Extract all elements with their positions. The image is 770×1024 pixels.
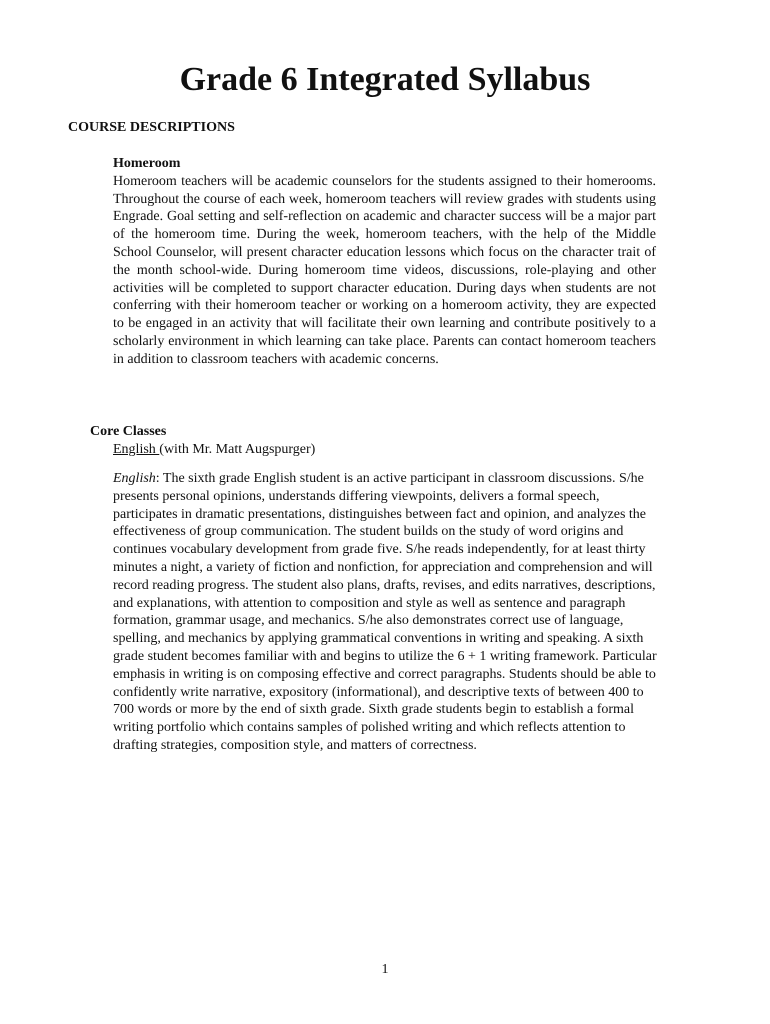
page-number: 1 (381, 962, 389, 977)
homeroom-heading: Homeroom (113, 156, 181, 171)
homeroom-description: Homeroom teachers will be academic counselors for the students assigned to their homerooms. Throughout the course of each week, homeroom teachers will review grades with students using Engrade. Goal setting and self-reflection on academic and character success will be a major part of the homeroom time. During the week, homeroom teachers, with the help of the Middle School Counselor, will present character education lessons which focus on the character trait of the month school-wide. During homeroom time videos, discussions, role-playing and other activities will be completed to support character education. During days when students are not conferring with their homeroom teacher or working on a homeroom activity, they are expected to be engaged in an activity that will facilitate their own learning and contribute positively to a scholarly environment in which learning can take place. Parents can contact homeroom teachers in addition to classroom teachers with academic concerns. (113, 173, 656, 367)
english-label: English (113, 471, 156, 486)
english-description-text: : The sixth grade English student is an active participant in classroom discussions. S/he presents personal opinions, understands differing viewpoints, delivers a formal speech, participates in dramatic presentations, distinguishes between fact and opinion, and analyzes the effectiveness of group communication. The student builds on the study of word origins and continues vocabulary development from grade five. S/he reads independently, for at least thirty minutes a night, a variety of fiction and nonfiction, for appreciation and comprehension and will record reading progress. The student also plans, drafts, revises, and edits narratives, descriptions, and explanations, with attention to composition and style as well as sentence and paragraph formation, grammar usage, and mechanics. S/he also demonstrates correct use of language, spelling, and mechanics by applying grammatical conventions in writing and speaking. A sixth grade student becomes familiar with and begins to utilize the 6 + 1 writing framework. Particular emphasis in writing is on composing effective and correct paragraphs. Students should be able to confidently write narrative, expository (informational), and descriptive texts of between 400 to 700 words or more by the end of sixth grade. Sixth grade students begin to establish a formal writing portfolio which contains samples of polished writing and which reflects attention to drafting strategies, composition style, and matters of correctness. (113, 471, 657, 753)
english-teacher: (with Mr. Matt Augspurger) (159, 442, 316, 457)
english-course-link[interactable]: English (113, 442, 160, 457)
english-description (113, 470, 658, 755)
section-heading-course-descriptions: COURSE DESCRIPTIONS (68, 120, 235, 135)
document-title: Grade 6 Integrated Syllabus (179, 61, 591, 98)
english-course-line (113, 441, 315, 459)
homeroom-section (113, 155, 656, 369)
core-classes-heading: Core Classes (90, 424, 167, 439)
